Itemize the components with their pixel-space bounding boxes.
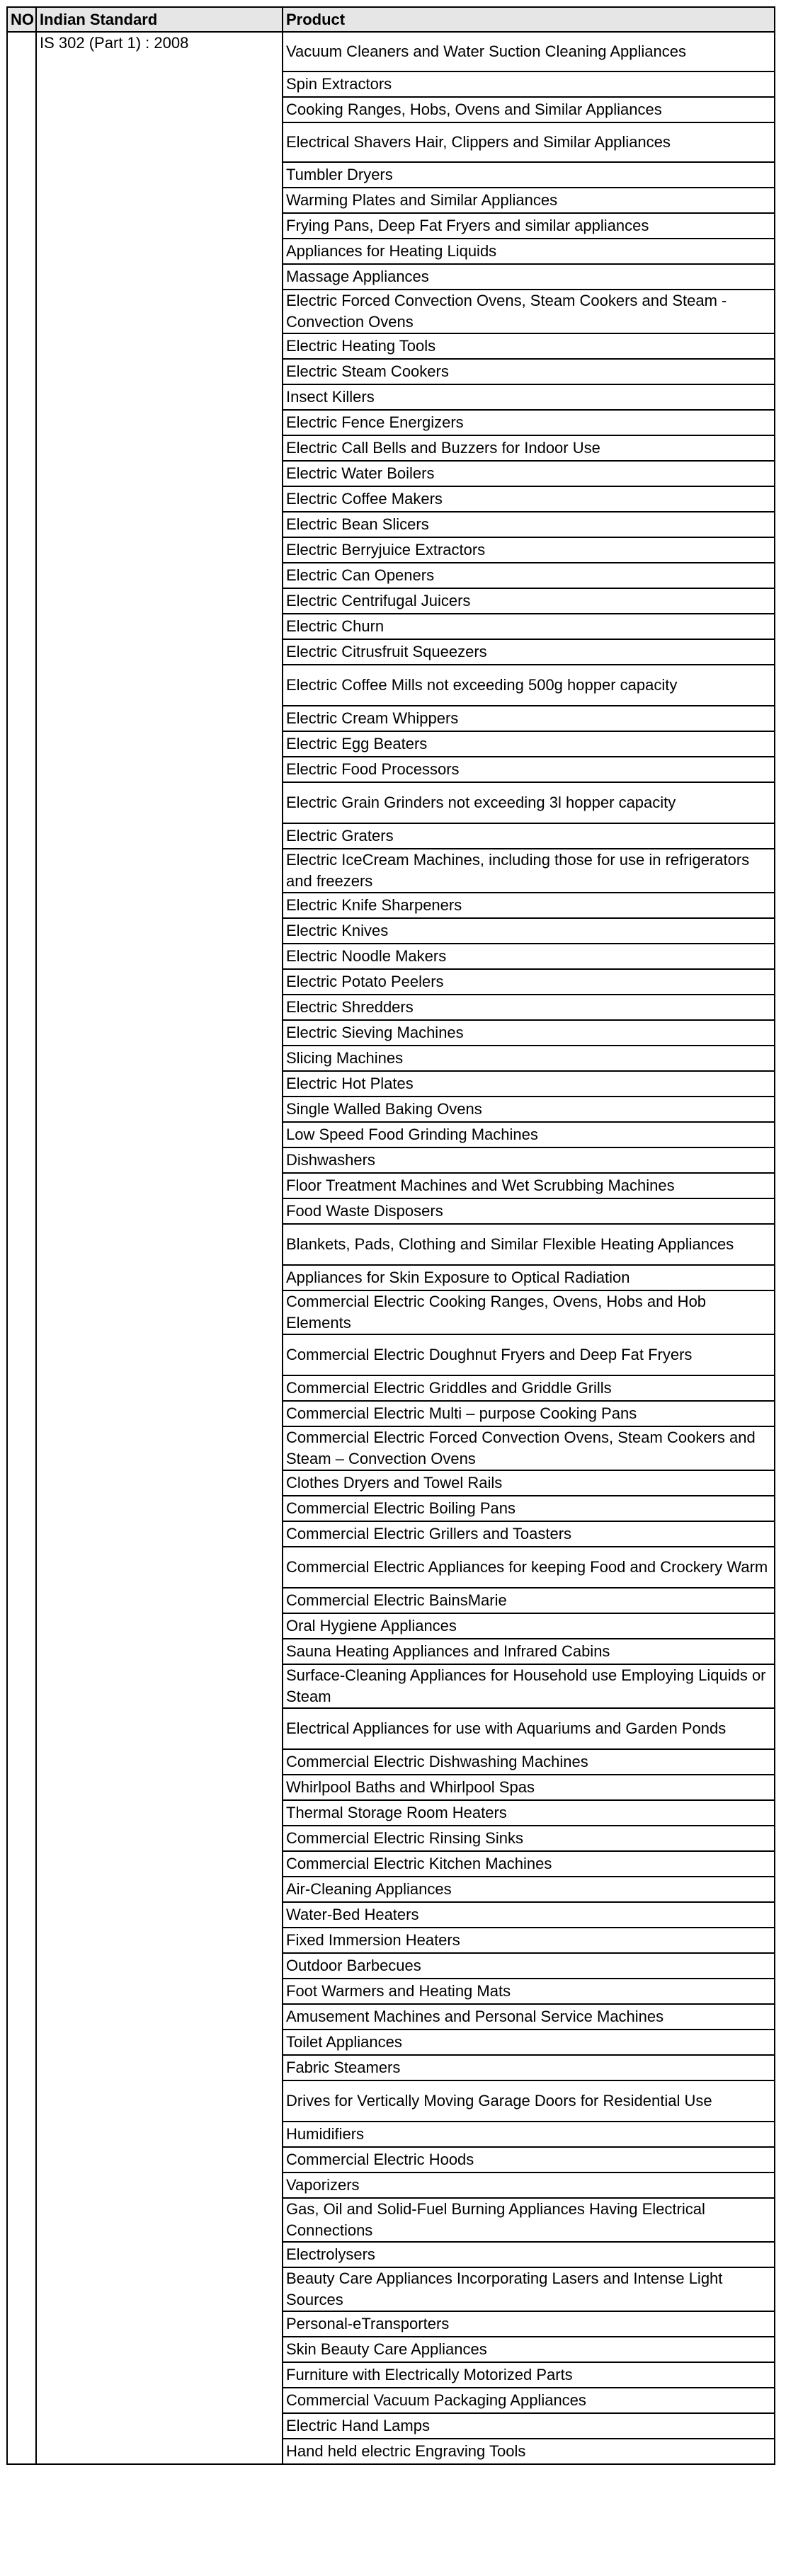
cell-product: Electrical Appliances for use with Aquariums and Garden Ponds [283, 1708, 775, 1749]
cell-product: Electric Hot Plates [283, 1071, 775, 1097]
cell-product: Commercial Electric Forced Convection Ovens, Steam Cookers and Steam – Convection Ovens [283, 1426, 775, 1470]
cell-product: Commercial Electric Griddles and Griddle Grills [283, 1375, 775, 1401]
cell-product: Commercial Electric Kitchen Machines [283, 1851, 775, 1877]
cell-no [7, 32, 36, 2464]
cell-product: Dishwashers [283, 1147, 775, 1173]
header-product: Product [283, 7, 775, 32]
cell-product: Electric Bean Slicers [283, 512, 775, 537]
cell-product: Warming Plates and Similar Appliances [283, 188, 775, 213]
cell-product: Electric Shredders [283, 995, 775, 1020]
products-table [6, 6, 775, 2465]
cell-product: Blankets, Pads, Clothing and Similar Flexible Heating Appliances [283, 1224, 775, 1265]
cell-product: Frying Pans, Deep Fat Fryers and similar appliances [283, 213, 775, 239]
cell-product: Foot Warmers and Heating Mats [283, 1979, 775, 2004]
cell-product: Water-Bed Heaters [283, 1902, 775, 1928]
cell-product: Oral Hygiene Appliances [283, 1613, 775, 1639]
cell-product: Electric Food Processors [283, 757, 775, 782]
cell-product: Toilet Appliances [283, 2030, 775, 2055]
cell-product: Outdoor Barbecues [283, 1953, 775, 1979]
cell-product: Electric Knife Sharpeners [283, 893, 775, 918]
header-no: NO [7, 7, 36, 32]
cell-product: Commercial Electric Hoods [283, 2147, 775, 2173]
cell-product: Electric Fence Energizers [283, 410, 775, 435]
cell-product: Electric Grain Grinders not exceeding 3l hopper capacity [283, 782, 775, 823]
cell-product: Electric Forced Convection Ovens, Steam Cookers and Steam -Convection Ovens [283, 290, 775, 333]
cell-product: Electric Knives [283, 918, 775, 944]
cell-product: Whirlpool Baths and Whirlpool Spas [283, 1775, 775, 1800]
cell-product: Gas, Oil and Solid-Fuel Burning Appliances Having Electrical Connections [283, 2198, 775, 2242]
cell-product: Commercial Electric Rinsing Sinks [283, 1826, 775, 1851]
cell-product: Electric Citrusfruit Squeezers [283, 639, 775, 665]
cell-product: Massage Appliances [283, 264, 775, 290]
cell-product: Humidifiers [283, 2122, 775, 2147]
cell-product: Electric Berryjuice Extractors [283, 537, 775, 563]
cell-product: Skin Beauty Care Appliances [283, 2337, 775, 2362]
cell-product: Electric Hand Lamps [283, 2413, 775, 2439]
header-indian-standard: Indian Standard [36, 7, 283, 32]
cell-product: Hand held electric Engraving Tools [283, 2439, 775, 2464]
cell-product: Appliances for Skin Exposure to Optical Radiation [283, 1265, 775, 1290]
header-row [7, 7, 775, 32]
cell-indian-standard: IS 302 (Part 1) : 2008 [36, 32, 283, 2464]
cell-product: Electric Coffee Makers [283, 486, 775, 512]
cell-product: Tumbler Dryers [283, 162, 775, 188]
cell-product: Spin Extractors [283, 71, 775, 97]
cell-product: Electric Sieving Machines [283, 1020, 775, 1046]
cell-product: Amusement Machines and Personal Service Machines [283, 2004, 775, 2030]
cell-product: Electric Call Bells and Buzzers for Indoor Use [283, 435, 775, 461]
table-row [7, 32, 775, 71]
cell-product: Commercial Electric BainsMarie [283, 1588, 775, 1613]
cell-product: Cooking Ranges, Hobs, Ovens and Similar Appliances [283, 97, 775, 122]
cell-product: Vacuum Cleaners and Water Suction Cleaning Appliances [283, 32, 775, 71]
cell-product: Commercial Electric Boiling Pans [283, 1496, 775, 1521]
cell-product: Low Speed Food Grinding Machines [283, 1122, 775, 1147]
cell-product: Personal-eTransporters [283, 2311, 775, 2337]
cell-product: Electrical Shavers Hair, Clippers and Similar Appliances [283, 122, 775, 162]
cell-product: Beauty Care Appliances Incorporating Lasers and Intense Light Sources [283, 2267, 775, 2311]
cell-product: Electric Centrifugal Juicers [283, 588, 775, 614]
cell-product: Commercial Electric Appliances for keeping Food and Crockery Warm [283, 1547, 775, 1588]
cell-product: Electric Graters [283, 823, 775, 849]
cell-product: Fixed Immersion Heaters [283, 1928, 775, 1953]
cell-product: Air-Cleaning Appliances [283, 1877, 775, 1902]
cell-product: Vaporizers [283, 2173, 775, 2198]
cell-product: Electric Coffee Mills not exceeding 500g hopper capacity [283, 665, 775, 706]
cell-product: Electrolysers [283, 2242, 775, 2267]
cell-product: Food Waste Disposers [283, 1198, 775, 1224]
cell-product: Commercial Electric Dishwashing Machines [283, 1749, 775, 1775]
cell-product: Appliances for Heating Liquids [283, 239, 775, 264]
cell-product: Floor Treatment Machines and Wet Scrubbing Machines [283, 1173, 775, 1198]
cell-product: Electric Can Openers [283, 563, 775, 588]
cell-product: Commercial Vacuum Packaging Appliances [283, 2388, 775, 2413]
cell-product: Furniture with Electrically Motorized Parts [283, 2362, 775, 2388]
cell-product: Slicing Machines [283, 1046, 775, 1071]
cell-product: Commercial Electric Doughnut Fryers and Deep Fat Fryers [283, 1334, 775, 1375]
cell-product: Electric IceCream Machines, including those for use in refrigerators and freezers [283, 849, 775, 893]
cell-product: Electric Heating Tools [283, 333, 775, 359]
cell-product: Commercial Electric Cooking Ranges, Ovens, Hobs and Hob Elements [283, 1290, 775, 1334]
cell-product: Single Walled Baking Ovens [283, 1097, 775, 1122]
cell-product: Fabric Steamers [283, 2055, 775, 2080]
cell-product: Electric Noodle Makers [283, 944, 775, 969]
cell-product: Drives for Vertically Moving Garage Doors for Residential Use [283, 2080, 775, 2122]
cell-product: Electric Egg Beaters [283, 731, 775, 757]
cell-product: Commercial Electric Grillers and Toasters [283, 1521, 775, 1547]
cell-product: Electric Cream Whippers [283, 706, 775, 731]
cell-product: Insect Killers [283, 384, 775, 410]
cell-product: Sauna Heating Appliances and Infrared Cabins [283, 1639, 775, 1664]
cell-product: Electric Water Boilers [283, 461, 775, 486]
cell-product: Electric Steam Cookers [283, 359, 775, 384]
cell-product: Electric Churn [283, 614, 775, 639]
table-body [7, 32, 775, 2464]
cell-product: Electric Potato Peelers [283, 969, 775, 995]
cell-product: Thermal Storage Room Heaters [283, 1800, 775, 1826]
cell-product: Clothes Dryers and Towel Rails [283, 1470, 775, 1496]
cell-product: Surface-Cleaning Appliances for Household use Employing Liquids or Steam [283, 1664, 775, 1708]
cell-product: Commercial Electric Multi – purpose Cooking Pans [283, 1401, 775, 1426]
